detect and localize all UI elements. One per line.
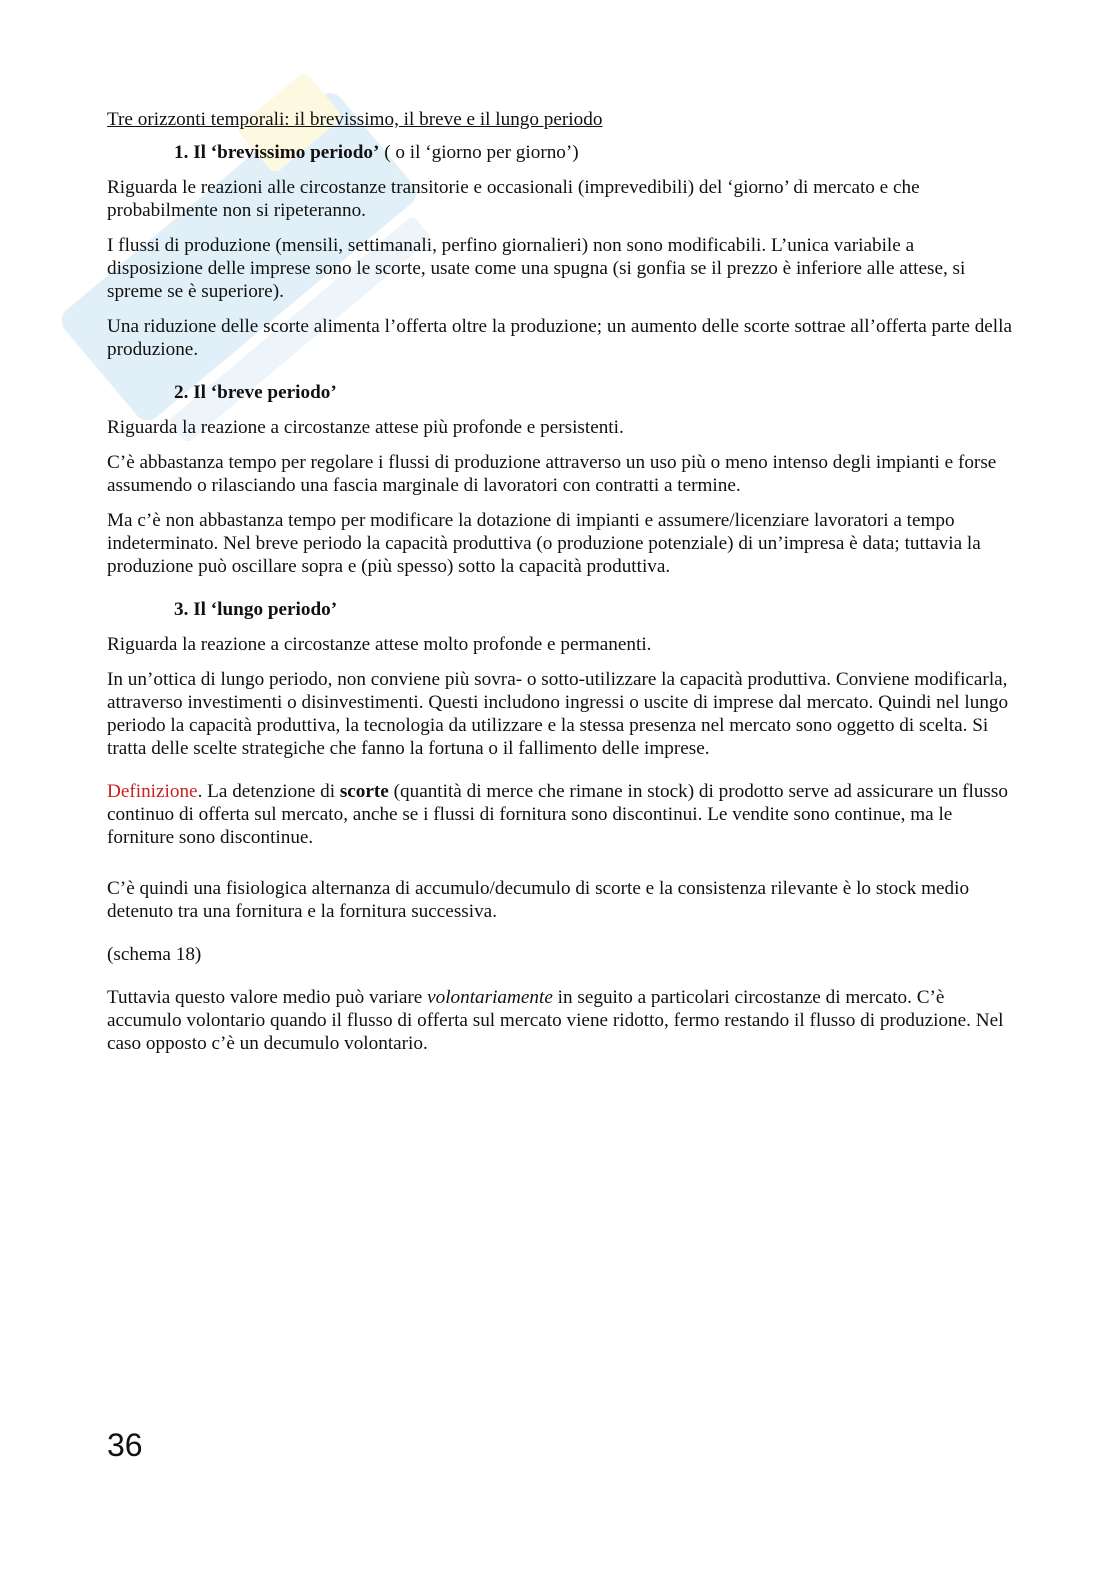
section-3-paragraph-2: In un’ottica di lungo periodo, non conviene più sovra- o sotto-utilizzare la capacità produttiva. Conviene modificarla, attraverso investimenti o disinvestimenti. Questi includono ingressi o uscite di imprese dal mercato. Quindi nel lungo periodo la capacità produttiva, la tecnologia da utilizzare e la stessa presenza nel mercato sono oggetto di scelta. Si tratta delle scelte strategiche che fanno la fortuna o il fallimento delle imprese. — [107, 669, 1009, 759]
page-number: 36 — [107, 1427, 143, 1463]
definition-text-after: (quantità di merce che rimane in stock) di prodotto serve ad assicurare un flusso continuo di offerta sul mercato, anche se i flussi di fornitura sono discontinui. Le vendite sono continue, ma le forniture sono discontinue. — [107, 781, 1008, 848]
section-3-heading — [107, 598, 1012, 621]
final-text-before: Tuttavia questo valore medio può variare — [107, 987, 428, 1008]
definition-label: Definizione — [107, 781, 198, 802]
definition-paragraph — [107, 780, 1012, 849]
final-text-after: in seguito a particolari circostanze di mercato. C’è accumulo volontario quando il flusso di offerta sul mercato viene ridotto, fermo restando il flusso di produzione. Nel caso opposto c’è un decumulo volontario. — [107, 987, 1004, 1054]
section-1-paragraph-3: Una riduzione delle scorte alimenta l’offerta oltre la produzione; un aumento delle scorte sottrae all’offerta parte della produzione. — [107, 316, 1012, 360]
section-2-paragraph-2: C’è abbastanza tempo per regolare i flussi di produzione attraverso un uso più o meno intenso degli impianti e forse assumendo o rilasciando una fascia marginale di lavoratori con contratti a termine. — [107, 452, 997, 496]
definition-term: scorte — [339, 781, 389, 802]
stock-paragraph: C’è quindi una fisiologica alternanza di accumulo/decumulo di scorte e la consistenza rilevante è lo stock medio detenuto tra una fornitura e la fornitura successiva. — [107, 878, 970, 922]
section-2-paragraph-3: Ma c’è non abbastanza tempo per modificare la dotazione di impianti e assumere/licenziare lavoratori a tempo indeterminato. Nel breve periodo la capacità produttiva (o produzione potenziale) di un’impresa è data; tuttavia la produzione può oscillare sopra e (più spesso) sotto la capacità produttiva. — [107, 510, 981, 577]
section-1-heading — [107, 141, 1012, 164]
definition-text-before: . La detenzione di — [197, 781, 340, 802]
section-3-paragraph-1: Riguarda la reazione a circostanze attese molto profonde e permanenti. — [107, 634, 652, 655]
section-1-heading-bold: 1. Il ‘brevissimo periodo’ — [174, 142, 380, 163]
section-2-heading-bold: 2. Il ‘breve periodo’ — [174, 382, 337, 403]
final-paragraph — [107, 986, 1012, 1055]
document-title: Tre orizzonti temporali: il brevissimo, il breve e il lungo periodo — [107, 109, 603, 130]
section-3-heading-bold: 3. Il ‘lungo periodo’ — [174, 599, 338, 620]
section-1-heading-suffix: ( o il ‘giorno per giorno’) — [379, 142, 579, 163]
section-1-paragraph-1: Riguarda le reazioni alle circostanze transitorie e occasionali (imprevedibili) del ‘giorno’ di mercato e che probabilmente non si ripeteranno. — [107, 177, 920, 221]
section-1-paragraph-2: I flussi di produzione (mensili, settimanali, perfino giornalieri) non sono modificabili. L’unica variabile a disposizione delle imprese sono le scorte, usate come una spugna (si gonfia se il prezzo è inferiore alle attese, si spreme se è superiore). — [107, 235, 966, 302]
document-body — [107, 108, 1012, 1067]
section-2-paragraph-1: Riguarda la reazione a circostanze attese più profonde e persistenti. — [107, 417, 624, 438]
section-2-heading — [107, 381, 1012, 404]
final-emphasis: volontariamente — [427, 987, 553, 1008]
schema-reference: (schema 18) — [107, 944, 202, 965]
